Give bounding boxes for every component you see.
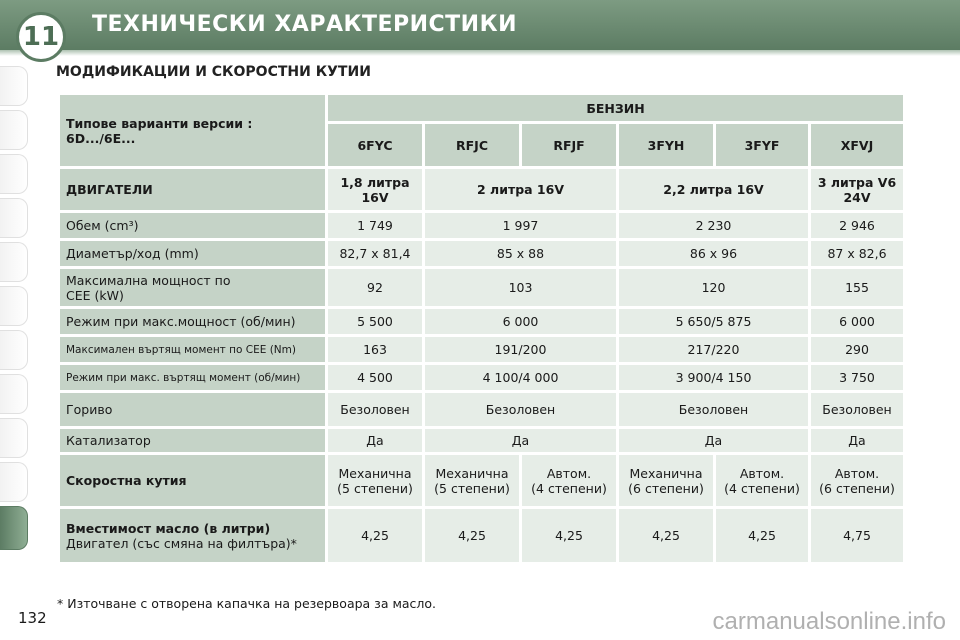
engine-cell [424,168,618,212]
gearbox-gears: (5 степени) [337,480,413,496]
gearbox-cell [810,454,905,508]
cell-value: 6 000 [424,308,618,336]
version-code: 6FYC [327,123,424,168]
table-row [59,364,905,392]
side-tab[interactable] [0,286,28,326]
oil-sublabel: Двигател (със смяна на филтъра)* [66,535,297,551]
engine-cell [810,168,905,212]
gearbox-cell [715,454,810,508]
gearbox-type: Механична [435,465,509,481]
chapter-badge: 11 [16,12,66,62]
gearbox-type: Автом. [834,465,880,481]
cell-value: 5 500 [327,308,424,336]
cell-value: 4 100/4 000 [424,364,618,392]
row-label: Катализатор [59,428,327,454]
row-label: Режим при макс.мощност (об/мин) [59,308,327,336]
cell-value: 2 230 [618,212,810,240]
footnote: * Източване с отворена капачка на резервоара за масло. [57,596,437,611]
side-tab[interactable] [0,462,28,502]
cell-value: 155 [810,268,905,308]
gearbox-gears: (4 степени) [531,480,607,496]
table-row [59,508,905,564]
gearbox-gears: (5 степени) [434,480,510,496]
oil-value: 4,25 [618,508,715,564]
table-row [59,392,905,428]
cell-value: 3 900/4 150 [618,364,810,392]
oil-value: 4,25 [424,508,521,564]
side-tab[interactable] [0,198,28,238]
cell-value: 217/220 [618,336,810,364]
row-label: Максимален въртящ момент по CEE (Nm) [59,336,327,364]
engine-label: ДВИГАТЕЛИ [59,168,327,212]
oil-value: 4,25 [521,508,618,564]
version-code: XFVJ [810,123,905,168]
cell-value: Безоловен [618,392,810,428]
engine-name: 2 литра 16V [476,182,564,197]
cell-value: 1 997 [424,212,618,240]
version-code: RFJF [521,123,618,168]
cell-value: Безоловен [327,392,424,428]
table-row [59,268,905,308]
engine-cell [327,168,424,212]
page-number: 132 [18,609,47,627]
oil-value: 4,25 [715,508,810,564]
engine-cell [618,168,810,212]
cell-value: Да [327,428,424,454]
engine-name: 16V [361,189,389,205]
cell-value: Безоловен [810,392,905,428]
cell-value: Да [618,428,810,454]
side-tab[interactable] [0,374,28,414]
cell-value: Безоловен [424,392,618,428]
version-code: 3FYF [715,123,810,168]
engine-name: 1,8 литра [340,174,410,190]
watermark: carmanualsonline.info [712,608,946,635]
oil-label: Вместимост масло (в литри) [66,520,271,536]
oil-label-cell [59,508,327,564]
cell-value: 6 000 [810,308,905,336]
oil-value: 4,75 [810,508,905,564]
cell-value: 85 x 88 [424,240,618,268]
version-label: Типове варианти версии : [66,115,253,131]
row-label: CEE (kW) [66,287,124,303]
cell-value: 191/200 [424,336,618,364]
table-row [59,308,905,336]
gearbox-type: Механична [338,465,412,481]
side-tabs [0,66,30,554]
side-tab[interactable] [0,110,28,150]
engine-name: 2,2 литра 16V [663,182,764,197]
gearbox-label: Скоростна кутия [59,454,327,508]
row-label: Режим при макс. въртящ момент (об/мин) [59,364,327,392]
side-tab[interactable] [0,66,28,106]
section-title: МОДИФИКАЦИИ И СКОРОСТНИ КУТИИ [56,64,371,80]
gearbox-cell [618,454,715,508]
cell-value: 103 [424,268,618,308]
row-label: Обем (cm³) [59,212,327,240]
gearbox-type: Автом. [739,465,785,481]
header-stripe [0,50,960,56]
cell-value: 82,7 x 81,4 [327,240,424,268]
cell-value: 1 749 [327,212,424,240]
table-row [59,428,905,454]
engine-name: 3 литра V6 [817,174,897,190]
gearbox-type: Механична [629,465,703,481]
gearbox-cell [327,454,424,508]
row-label: Диаметър/ход (mm) [59,240,327,268]
table-row [59,94,905,123]
cell-value: 4 500 [327,364,424,392]
side-tab[interactable] [0,154,28,194]
table-row [59,168,905,212]
row-label: Максимална мощност по [66,272,231,288]
table-row [59,336,905,364]
table-row [59,240,905,268]
row-label: Гориво [59,392,327,428]
cell-value: 92 [327,268,424,308]
oil-value: 4,25 [327,508,424,564]
version-codes-label: 6D.../6E... [66,130,136,146]
engine-name: 24V [843,189,871,205]
gearbox-type: Автом. [546,465,592,481]
side-tab[interactable] [0,418,28,458]
table-row [59,212,905,240]
cell-value: 290 [810,336,905,364]
page-title: ТЕХНИЧЕСКИ ХАРАКТЕРИСТИКИ [92,12,517,37]
cell-value: Да [810,428,905,454]
gearbox-cell [424,454,521,508]
cell-value: 3 750 [810,364,905,392]
side-tab-active[interactable] [0,506,28,550]
cell-value: 120 [618,268,810,308]
table-row [59,454,905,508]
cell-value: 87 x 82,6 [810,240,905,268]
side-tab[interactable] [0,242,28,282]
cell-value: Да [424,428,618,454]
gearbox-gears: (6 степени) [628,480,704,496]
cell-value: 163 [327,336,424,364]
cell-value: 2 946 [810,212,905,240]
cell-value: 86 x 96 [618,240,810,268]
row-label-cell [59,268,327,308]
gearbox-gears: (6 степени) [819,480,895,496]
version-code: RFJC [424,123,521,168]
gearbox-cell [521,454,618,508]
gearbox-gears: (4 степени) [724,480,800,496]
side-tab[interactable] [0,330,28,370]
version-code: 3FYH [618,123,715,168]
cell-value: 5 650/5 875 [618,308,810,336]
specs-table [57,92,906,565]
fuel-header: БЕНЗИН [327,94,905,123]
version-label-cell [59,94,327,168]
